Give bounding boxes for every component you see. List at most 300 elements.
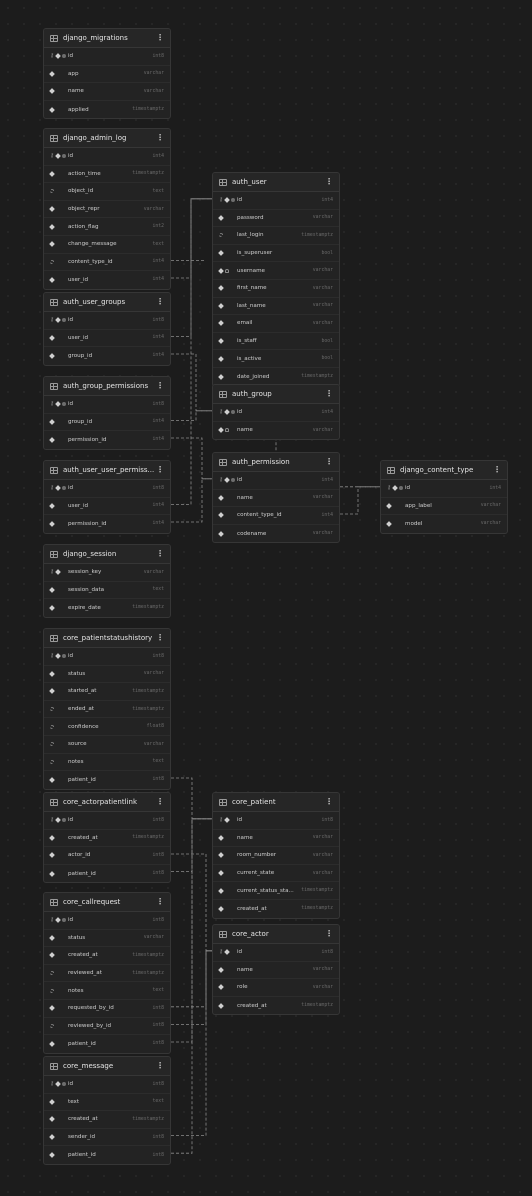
fk-message-patient [171, 819, 212, 1153]
column-type: int8 [152, 485, 164, 491]
column-type: timestamptz [132, 706, 164, 712]
non-nullable-icon [55, 153, 61, 159]
column-icons [50, 72, 68, 76]
column-name: id [68, 817, 74, 824]
column-type: int8 [152, 1041, 164, 1047]
non-nullable-icon [49, 953, 55, 959]
table-core-callrequest[interactable] [43, 892, 171, 1054]
more-options-icon[interactable]: ⋮ [325, 929, 333, 938]
table-core-patientstatushistory[interactable] [43, 628, 171, 790]
table-core-actor[interactable] [212, 924, 340, 1015]
non-nullable-icon [49, 853, 55, 859]
column-type: timestamptz [301, 888, 333, 894]
non-nullable-icon [49, 171, 55, 177]
table-auth-group[interactable] [212, 384, 340, 440]
more-options-icon[interactable]: ⋮ [156, 1061, 164, 1070]
column-row[interactable] [44, 101, 170, 119]
column-type: varchar [143, 671, 164, 677]
table-icon [387, 467, 395, 474]
column-row[interactable] [381, 515, 507, 533]
column-row[interactable] [44, 66, 170, 84]
fk-group-perms-permission [171, 438, 212, 479]
column-name: last_login [237, 232, 264, 239]
column-icons [219, 968, 237, 972]
table-header[interactable] [213, 453, 339, 472]
column-icons [50, 1006, 68, 1010]
column-row[interactable] [213, 900, 339, 918]
more-options-icon[interactable]: ⋮ [156, 297, 164, 306]
column-row[interactable] [44, 736, 170, 754]
column-name: created_at [68, 952, 98, 959]
column-row[interactable] [44, 330, 170, 348]
column-name: notes [68, 987, 84, 994]
column-row[interactable] [44, 83, 170, 101]
column-row[interactable] [213, 245, 339, 263]
non-nullable-icon [218, 870, 224, 876]
more-options-icon[interactable]: ⋮ [156, 897, 164, 906]
column-row[interactable] [44, 396, 170, 414]
column-row[interactable] [44, 148, 170, 166]
column-row[interactable] [381, 480, 507, 498]
column-icons [50, 53, 68, 59]
column-type: int4 [152, 521, 164, 527]
column-icons [50, 278, 68, 282]
column-icons [50, 971, 68, 975]
column-row[interactable] [44, 1129, 170, 1147]
column-type: float8 [146, 724, 164, 730]
column-name: object_repr [68, 206, 100, 213]
table-core-message[interactable] [43, 1056, 171, 1165]
column-name: created_at [237, 1002, 267, 1009]
fk-link-patient [171, 819, 212, 872]
more-options-icon[interactable]: ⋮ [156, 133, 164, 142]
column-name: applied [68, 106, 89, 113]
column-name: email [237, 320, 253, 327]
column-row[interactable] [213, 979, 339, 997]
table-django-session[interactable] [43, 544, 171, 618]
column-row[interactable] [44, 183, 170, 201]
more-options-icon[interactable]: ⋮ [156, 797, 164, 806]
column-name: permission_id [68, 436, 107, 443]
column-name: session_key [68, 569, 102, 576]
table-header[interactable] [381, 461, 507, 480]
column-row[interactable] [44, 1094, 170, 1112]
column-row[interactable] [213, 280, 339, 298]
column-row[interactable] [44, 865, 170, 883]
column-row[interactable] [44, 830, 170, 848]
table-header[interactable] [44, 293, 170, 312]
column-icons [219, 817, 237, 823]
column-icons [50, 853, 68, 857]
column-type: int8 [152, 1081, 164, 1087]
non-nullable-icon [218, 285, 224, 291]
non-nullable-icon [55, 317, 61, 323]
column-row[interactable] [44, 347, 170, 365]
column-name: is_active [237, 355, 262, 362]
column-row[interactable] [213, 812, 339, 830]
column-type: text [152, 188, 164, 194]
table-name: core_message [63, 1062, 114, 1070]
column-row[interactable] [213, 192, 339, 210]
column-name: id [68, 153, 74, 160]
column-name: id [237, 197, 243, 204]
table-header[interactable] [213, 173, 339, 192]
column-row[interactable] [213, 210, 339, 228]
column-type: int4 [321, 197, 333, 203]
table-icon [219, 799, 227, 806]
column-row[interactable] [44, 847, 170, 865]
column-row[interactable] [44, 480, 170, 498]
column-icons [50, 1135, 68, 1139]
nullable-icon [50, 707, 54, 711]
table-auth-user-user-permiss[interactable] [43, 460, 171, 534]
column-icons [219, 513, 237, 517]
unique-icon [231, 410, 235, 414]
table-auth-permission[interactable] [212, 452, 340, 543]
column-row[interactable] [44, 1111, 170, 1129]
non-nullable-icon [218, 835, 224, 841]
column-name: name [237, 494, 253, 501]
column-type: varchar [143, 71, 164, 77]
table-header[interactable] [213, 793, 339, 812]
table-header[interactable] [44, 461, 170, 480]
fk-permission-content-type [340, 487, 380, 514]
nullable-icon [50, 742, 54, 746]
table-name: core_callrequest [63, 898, 121, 906]
table-auth-group-permissions[interactable] [43, 376, 171, 450]
column-row[interactable] [44, 271, 170, 289]
column-row[interactable] [44, 166, 170, 184]
column-row[interactable] [213, 944, 339, 962]
non-nullable-icon [218, 906, 224, 912]
column-row[interactable] [213, 472, 339, 490]
column-type: varchar [143, 206, 164, 212]
column-row[interactable] [44, 48, 170, 66]
table-header[interactable] [44, 29, 170, 48]
column-name: is_staff [237, 338, 257, 345]
table-icon [50, 383, 58, 390]
column-name: permission_id [68, 520, 107, 527]
column-icons [219, 357, 237, 361]
column-name: id [68, 1081, 74, 1088]
column-name: sender_id [68, 1134, 96, 1141]
column-icons [50, 420, 68, 424]
column-name: id [68, 401, 74, 408]
non-nullable-icon [218, 428, 224, 434]
column-name: patient_id [68, 870, 96, 877]
column-icons [219, 286, 237, 290]
non-nullable-icon [55, 817, 61, 823]
column-row[interactable] [44, 312, 170, 330]
fk-admin-log-user [171, 199, 212, 278]
fk-callrequest-reviewed-by [171, 951, 212, 1025]
column-type: timestamptz [132, 605, 164, 611]
column-type: int8 [152, 53, 164, 59]
fk-group-perms-group [171, 411, 212, 421]
non-nullable-icon [49, 935, 55, 941]
column-row[interactable] [44, 912, 170, 930]
more-options-icon[interactable]: ⋮ [156, 549, 164, 558]
table-header[interactable] [44, 545, 170, 564]
column-icons [219, 985, 237, 989]
column-name: model [405, 520, 423, 527]
column-name: id [68, 917, 74, 924]
column-icons [50, 207, 68, 211]
column-name: name [68, 88, 84, 95]
table-django-content-type[interactable] [380, 460, 508, 534]
column-type: varchar [143, 569, 164, 575]
column-name: reviewed_by_id [68, 1022, 112, 1029]
column-type: varchar [143, 935, 164, 941]
column-row[interactable] [44, 236, 170, 254]
column-name: created_at [68, 834, 98, 841]
column-name: ended_at [68, 706, 94, 713]
column-icons [50, 725, 68, 729]
column-row[interactable] [213, 507, 339, 525]
column-row[interactable] [44, 564, 170, 582]
column-row[interactable] [44, 947, 170, 965]
table-header[interactable] [213, 925, 339, 944]
table-name: auth_user_groups [63, 298, 126, 306]
column-type: text [152, 988, 164, 994]
non-nullable-icon [224, 477, 230, 483]
column-row[interactable] [213, 315, 339, 333]
table-header[interactable] [44, 629, 170, 648]
table-core-patient[interactable] [212, 792, 340, 919]
non-nullable-icon [49, 419, 55, 425]
table-auth-user-groups[interactable] [43, 292, 171, 366]
non-nullable-icon [49, 521, 55, 527]
fk-link-actor [171, 854, 212, 951]
non-nullable-icon [49, 353, 55, 359]
column-name: content_type_id [68, 258, 113, 265]
column-row[interactable] [213, 997, 339, 1015]
column-name: group_id [68, 418, 93, 425]
key-icon: ⚷ [50, 917, 55, 924]
column-row[interactable] [44, 965, 170, 983]
column-row[interactable] [44, 701, 170, 719]
nullable-icon [219, 233, 223, 237]
column-type: varchar [480, 503, 501, 509]
column-row[interactable] [213, 830, 339, 848]
key-icon: ⚷ [219, 197, 224, 204]
column-type: int8 [152, 817, 164, 823]
nullable-icon [50, 971, 54, 975]
column-row[interactable] [213, 847, 339, 865]
column-row[interactable] [44, 582, 170, 600]
column-row[interactable] [44, 666, 170, 684]
column-row[interactable] [213, 350, 339, 368]
column-row[interactable] [44, 754, 170, 772]
column-icons [50, 707, 68, 711]
column-type: varchar [312, 967, 333, 973]
column-row[interactable] [44, 1018, 170, 1036]
non-nullable-icon [218, 374, 224, 380]
column-row[interactable] [213, 333, 339, 351]
column-type: varchar [312, 320, 333, 326]
column-row[interactable] [44, 431, 170, 449]
column-name: change_message [68, 241, 117, 248]
table-icon [50, 1063, 58, 1070]
column-row[interactable] [213, 404, 339, 422]
column-row[interactable] [44, 498, 170, 516]
non-nullable-icon [218, 215, 224, 221]
column-type: timestamptz [132, 1116, 164, 1122]
table-header[interactable] [44, 1057, 170, 1076]
column-type: int4 [152, 353, 164, 359]
column-row[interactable] [381, 498, 507, 516]
column-type: int8 [321, 949, 333, 955]
nullable-icon [50, 725, 54, 729]
column-name: is_superuser [237, 250, 273, 257]
non-nullable-icon [49, 1041, 55, 1047]
unique-icon [62, 318, 66, 322]
column-row[interactable] [44, 1000, 170, 1018]
column-name: object_id [68, 188, 94, 195]
non-nullable-icon [49, 689, 55, 695]
column-type: int8 [152, 653, 164, 659]
non-nullable-icon [218, 268, 224, 274]
table-header[interactable] [44, 893, 170, 912]
non-nullable-icon [49, 224, 55, 230]
non-nullable-icon [49, 277, 55, 283]
column-row[interactable] [44, 812, 170, 830]
column-row[interactable] [44, 930, 170, 948]
column-name: patient_id [68, 1040, 96, 1047]
column-icons [50, 917, 68, 923]
column-name: text [68, 1098, 80, 1105]
column-name: id [68, 53, 74, 60]
column-name: name [237, 834, 253, 841]
column-type: int8 [152, 917, 164, 923]
column-row[interactable] [213, 368, 339, 386]
non-nullable-icon [218, 531, 224, 537]
column-row[interactable] [213, 525, 339, 543]
column-icons [50, 354, 68, 358]
table-auth-user[interactable] [212, 172, 340, 387]
column-type: timestamptz [132, 952, 164, 958]
table-django-admin-log[interactable] [43, 128, 171, 290]
column-type: int4 [152, 153, 164, 159]
column-type: text [152, 587, 164, 593]
column-row[interactable] [44, 982, 170, 1000]
column-row[interactable] [213, 227, 339, 245]
column-row[interactable] [44, 414, 170, 432]
column-icons [50, 742, 68, 746]
column-icons [50, 522, 68, 526]
non-nullable-icon [55, 401, 61, 407]
column-row[interactable] [44, 1035, 170, 1053]
column-row[interactable] [213, 962, 339, 980]
column-icons [387, 522, 405, 526]
column-row[interactable] [213, 422, 339, 440]
column-icons [50, 153, 68, 159]
table-name: core_patient [232, 798, 276, 806]
non-nullable-icon [55, 653, 61, 659]
column-type: int4 [152, 503, 164, 509]
column-row[interactable] [213, 490, 339, 508]
table-core-actorpatientlink[interactable] [43, 792, 171, 883]
column-name: id [237, 949, 243, 956]
table-django-migrations[interactable] [43, 28, 171, 119]
more-options-icon[interactable]: ⋮ [156, 633, 164, 642]
more-options-icon[interactable]: ⋮ [156, 465, 164, 474]
column-name: id [68, 485, 74, 492]
column-icons [50, 606, 68, 610]
non-nullable-icon [55, 569, 61, 575]
column-icons [50, 936, 68, 940]
column-row[interactable] [44, 718, 170, 736]
column-type: int4 [321, 512, 333, 518]
column-type: bool [321, 338, 333, 344]
column-type: varchar [312, 427, 333, 433]
table-icon [50, 135, 58, 142]
column-row[interactable] [44, 771, 170, 789]
key-icon: ⚷ [219, 477, 224, 484]
more-options-icon[interactable]: ⋮ [325, 389, 333, 398]
column-row[interactable] [213, 262, 339, 280]
nullable-icon [50, 189, 54, 193]
column-type: varchar [312, 531, 333, 537]
column-row[interactable] [44, 683, 170, 701]
column-row[interactable] [213, 882, 339, 900]
more-options-icon[interactable]: ⋮ [493, 465, 501, 474]
non-nullable-icon [49, 605, 55, 611]
column-row[interactable] [213, 298, 339, 316]
more-options-icon[interactable]: ⋮ [156, 381, 164, 390]
column-row[interactable] [44, 599, 170, 617]
column-name: expire_date [68, 604, 101, 611]
nullable-icon [50, 260, 54, 264]
column-icons [50, 242, 68, 246]
table-header[interactable] [44, 129, 170, 148]
column-row[interactable] [44, 201, 170, 219]
column-type: bool [321, 356, 333, 362]
non-nullable-icon [218, 985, 224, 991]
column-type: int8 [152, 401, 164, 407]
column-name: password [237, 214, 264, 221]
table-name: auth_group [232, 390, 272, 398]
non-nullable-icon [49, 1005, 55, 1011]
non-nullable-icon [49, 1099, 55, 1105]
non-nullable-icon [49, 437, 55, 443]
column-icons [219, 233, 237, 237]
table-header[interactable] [44, 377, 170, 396]
key-icon: ⚷ [50, 153, 55, 160]
column-row[interactable] [44, 254, 170, 272]
more-options-icon[interactable]: ⋮ [156, 33, 164, 42]
non-nullable-icon [49, 206, 55, 212]
table-header[interactable] [213, 385, 339, 404]
column-row[interactable] [213, 865, 339, 883]
column-row[interactable] [44, 515, 170, 533]
column-name: username [237, 267, 265, 274]
table-icon [50, 899, 58, 906]
column-icons [219, 269, 237, 273]
column-icons [50, 672, 68, 676]
more-options-icon[interactable]: ⋮ [325, 797, 333, 806]
column-row[interactable] [44, 1076, 170, 1094]
column-row[interactable] [44, 648, 170, 666]
table-header[interactable] [44, 793, 170, 812]
more-options-icon[interactable]: ⋮ [325, 177, 333, 186]
table-icon [50, 299, 58, 306]
column-row[interactable] [44, 1146, 170, 1164]
column-row[interactable] [44, 218, 170, 236]
column-icons [50, 89, 68, 93]
non-nullable-icon [224, 409, 230, 415]
more-options-icon[interactable]: ⋮ [325, 457, 333, 466]
